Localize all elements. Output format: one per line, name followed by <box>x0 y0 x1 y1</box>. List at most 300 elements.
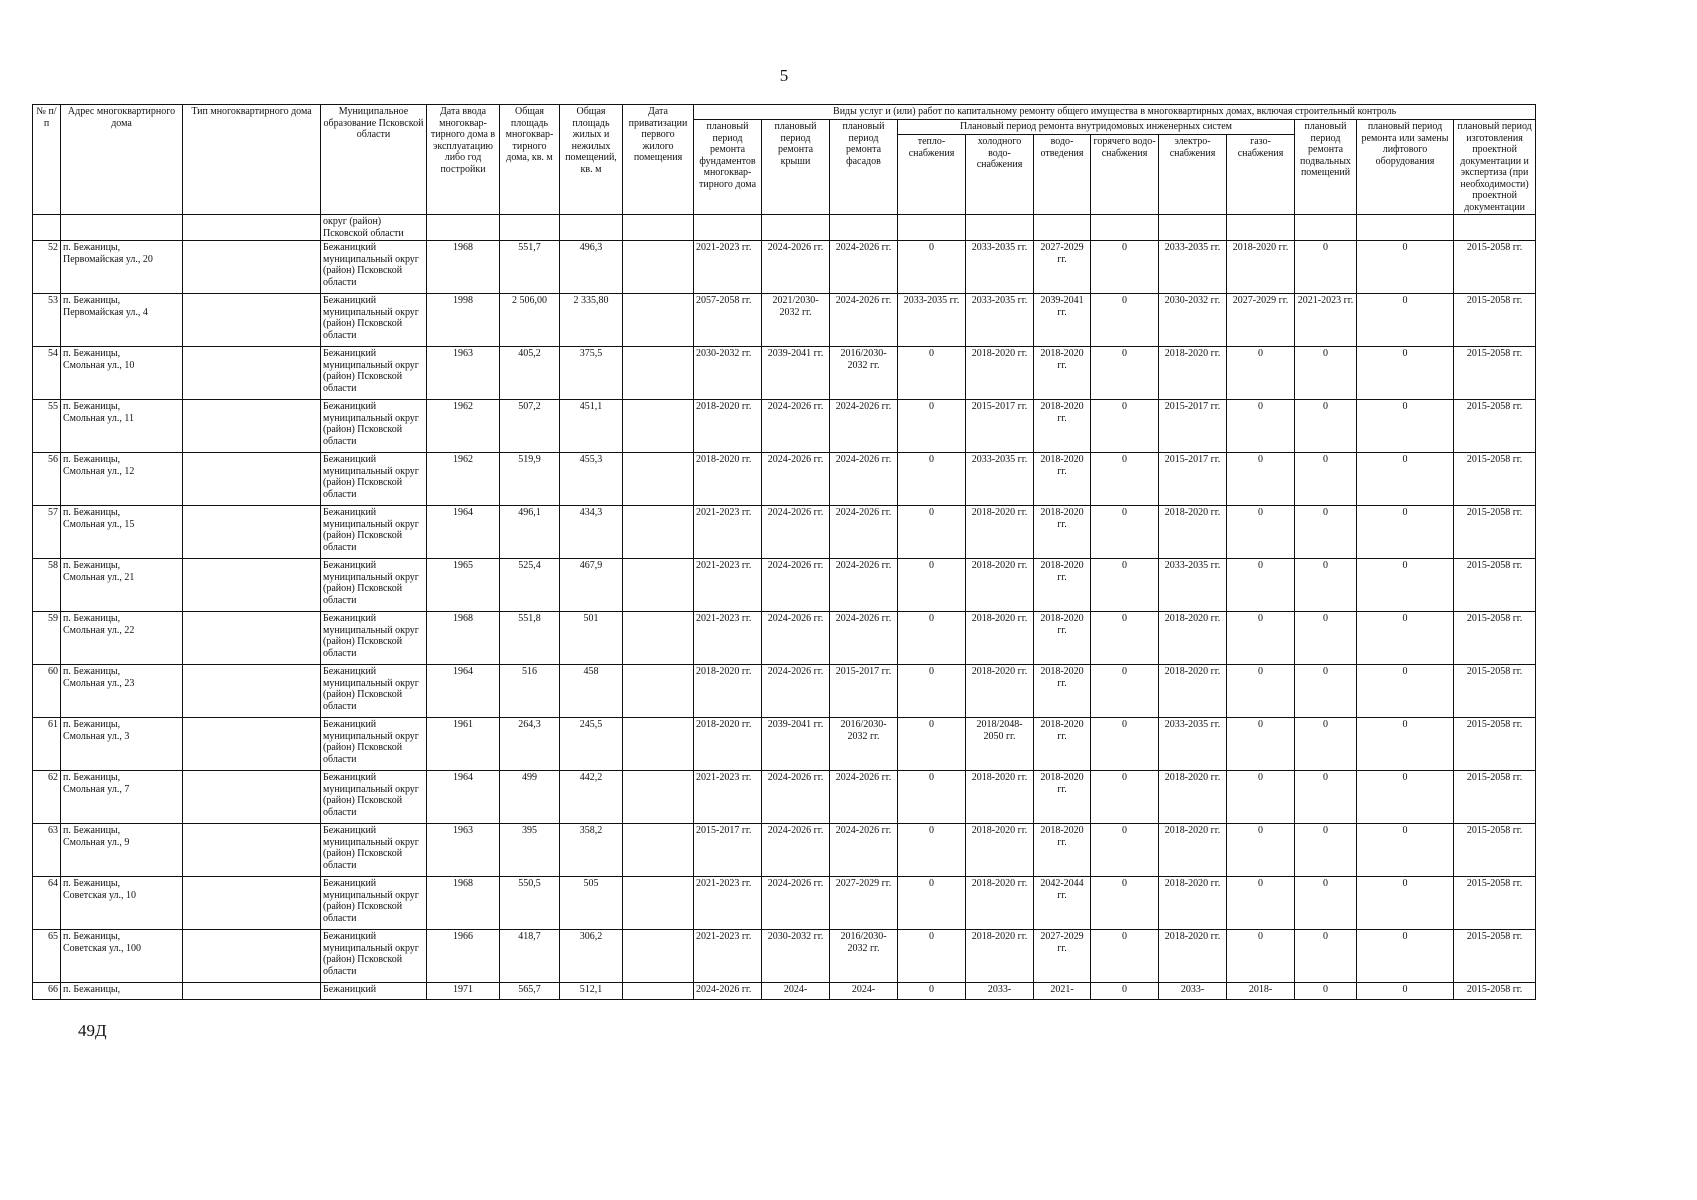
facade-cell: 2024-2026 гг. <box>830 241 898 294</box>
type-cell <box>183 718 321 771</box>
facade-cell: 2024-2026 гг. <box>830 294 898 347</box>
address-cell <box>61 294 183 347</box>
design-cell: 2015-2058 гг. <box>1454 453 1536 506</box>
design-cell: 2015-2058 гг. <box>1454 241 1536 294</box>
living-area-cell: 451,1 <box>560 400 623 453</box>
privatization-cell <box>623 559 694 612</box>
type-cell <box>183 824 321 877</box>
table-row <box>33 400 1536 453</box>
basement-cell: 0 <box>1295 347 1357 400</box>
design-cell: 2015-2058 гг. <box>1454 718 1536 771</box>
basement-cell: 0 <box>1295 453 1357 506</box>
address-settlement: п. Бежаницы, <box>63 878 121 889</box>
foundation-cell: 2021-2023 гг. <box>694 559 762 612</box>
address-street: Смольная ул., 15 <box>63 518 135 530</box>
facade-cell: 2015-2017 гг. <box>830 665 898 718</box>
address-cell <box>61 400 183 453</box>
num-cell: 56 <box>33 453 61 506</box>
privatization-cell <box>623 294 694 347</box>
table-row <box>33 930 1536 983</box>
foundation-cell: 2057-2058 гг. <box>694 294 762 347</box>
header-municipality: Муниципальное образование Псковской области <box>321 105 427 215</box>
foundation-cell: 2030-2032 гг. <box>694 347 762 400</box>
living-area-cell: 467,9 <box>560 559 623 612</box>
hot-water-cell: 0 <box>1091 453 1159 506</box>
num-cell: 64 <box>33 877 61 930</box>
header-year: Дата ввода многоквар-тирного дома в эксплуатацию либо год постройки <box>427 105 500 215</box>
cold-water-cell: 2015-2017 гг. <box>966 400 1034 453</box>
living-area-cell: 505 <box>560 877 623 930</box>
municipality-cell: Бежаницкий муниципальный округ (район) Псковской области <box>321 241 427 294</box>
cold-water-cell: 2018-2020 гг. <box>966 559 1034 612</box>
address-street: Смольная ул., 23 <box>63 677 135 689</box>
sewerage-cell: 2018-2020 гг. <box>1034 347 1091 400</box>
design-cell: 2015-2058 гг. <box>1454 824 1536 877</box>
privatization-cell <box>623 453 694 506</box>
cold-water-cell: 2018-2020 гг. <box>966 612 1034 665</box>
elevator-cell: 0 <box>1357 294 1454 347</box>
address-settlement: п. Бежаницы, <box>63 666 121 677</box>
roof-cell: 2039-2041 гг. <box>762 718 830 771</box>
header-sewerage: водо-отведения <box>1034 135 1091 215</box>
municipality-cell: округ (район) Псковской области <box>321 215 427 241</box>
sewerage-cell: 2021- <box>1034 983 1091 1000</box>
roof-cell: 2024-2026 гг. <box>762 506 830 559</box>
header-heating: тепло-снабжения <box>898 135 966 215</box>
header-facade: плановый период ремонта фасадов <box>830 120 898 215</box>
elevator-cell: 0 <box>1357 877 1454 930</box>
header-elevator: плановый период ремонта или замены лифтового оборудования <box>1357 120 1454 215</box>
basement-cell: 0 <box>1295 718 1357 771</box>
living-area-cell: 306,2 <box>560 930 623 983</box>
header-design: плановый период изготовления проектной документации и экспертиза (при необходимости) проектной документации <box>1454 120 1536 215</box>
heating-cell: 0 <box>898 665 966 718</box>
living-area-cell: 434,3 <box>560 506 623 559</box>
heating-cell: 0 <box>898 771 966 824</box>
year-cell: 1961 <box>427 718 500 771</box>
municipality-cell: Бежаницкий муниципальный округ (район) Псковской области <box>321 506 427 559</box>
electric-cell: 2033-2035 гг. <box>1159 241 1227 294</box>
address-cell <box>61 453 183 506</box>
foundation-cell: 2018-2020 гг. <box>694 453 762 506</box>
num-cell: 59 <box>33 612 61 665</box>
total-area-cell: 418,7 <box>500 930 560 983</box>
cold-water-cell: 2018-2020 гг. <box>966 665 1034 718</box>
foundation-cell: 2021-2023 гг. <box>694 771 762 824</box>
header-living-area: Общая площадь жилых и нежилых помещений, кв. м <box>560 105 623 215</box>
living-area-cell: 375,5 <box>560 347 623 400</box>
cold-water-cell: 2018/2048-2050 гг. <box>966 718 1034 771</box>
basement-cell: 0 <box>1295 824 1357 877</box>
header-works-group: Виды услуг и (или) работ по капитальному ремонту общего имущества в многоквартирных домах, включая строительный контроль <box>694 105 1536 120</box>
type-cell <box>183 877 321 930</box>
living-area-cell: 245,5 <box>560 718 623 771</box>
sewerage-cell: 2018-2020 гг. <box>1034 665 1091 718</box>
living-area-cell: 512,1 <box>560 983 623 1000</box>
privatization-cell <box>623 347 694 400</box>
hot-water-cell: 0 <box>1091 294 1159 347</box>
foundation-cell: 2021-2023 гг. <box>694 877 762 930</box>
living-area-cell: 358,2 <box>560 824 623 877</box>
address-cell <box>61 665 183 718</box>
foundation-cell: 2021-2023 гг. <box>694 612 762 665</box>
sewerage-cell: 2018-2020 гг. <box>1034 771 1091 824</box>
total-area-cell: 519,9 <box>500 453 560 506</box>
basement-cell: 0 <box>1295 400 1357 453</box>
heating-cell: 0 <box>898 930 966 983</box>
table-row <box>33 718 1536 771</box>
num-cell: 53 <box>33 294 61 347</box>
living-area-cell: 458 <box>560 665 623 718</box>
gas-cell: 0 <box>1227 930 1295 983</box>
table-row <box>33 983 1536 1000</box>
address-street: Первомайская ул., 4 <box>63 306 148 318</box>
year-cell: 1971 <box>427 983 500 1000</box>
gas-cell: 2027-2029 гг. <box>1227 294 1295 347</box>
privatization-cell <box>623 241 694 294</box>
hot-water-cell: 0 <box>1091 665 1159 718</box>
sewerage-cell: 2018-2020 гг. <box>1034 453 1091 506</box>
type-cell <box>183 771 321 824</box>
total-area-cell: 405,2 <box>500 347 560 400</box>
address-street: Смольная ул., 12 <box>63 465 135 477</box>
header-roof: плановый период ремонта крыши <box>762 120 830 215</box>
basement-cell: 0 <box>1295 983 1357 1000</box>
facade-cell: 2024-2026 гг. <box>830 771 898 824</box>
heating-cell: 0 <box>898 612 966 665</box>
address-settlement: п. Бежаницы, <box>63 560 121 571</box>
heating-cell: 0 <box>898 400 966 453</box>
num-cell: 57 <box>33 506 61 559</box>
privatization-cell <box>623 612 694 665</box>
continuation-row <box>33 215 1536 241</box>
privatization-cell <box>623 718 694 771</box>
foundation-cell: 2021-2023 гг. <box>694 241 762 294</box>
table-row <box>33 347 1536 400</box>
address-cell <box>61 824 183 877</box>
cold-water-cell: 2018-2020 гг. <box>966 347 1034 400</box>
total-area-cell: 516 <box>500 665 560 718</box>
hot-water-cell: 0 <box>1091 983 1159 1000</box>
address-cell <box>61 559 183 612</box>
heating-cell: 0 <box>898 877 966 930</box>
cold-water-cell: 2018-2020 гг. <box>966 930 1034 983</box>
elevator-cell: 0 <box>1357 241 1454 294</box>
heating-cell: 0 <box>898 559 966 612</box>
sewerage-cell: 2018-2020 гг. <box>1034 506 1091 559</box>
num-cell: 54 <box>33 347 61 400</box>
hot-water-cell: 0 <box>1091 612 1159 665</box>
elevator-cell: 0 <box>1357 824 1454 877</box>
total-area-cell: 395 <box>500 824 560 877</box>
type-cell <box>183 453 321 506</box>
cold-water-cell: 2033- <box>966 983 1034 1000</box>
gas-cell: 0 <box>1227 718 1295 771</box>
design-cell: 2015-2058 гг. <box>1454 559 1536 612</box>
address-street: Смольная ул., 9 <box>63 836 130 848</box>
year-cell: 1962 <box>427 400 500 453</box>
address-street: Советская ул., 10 <box>63 889 136 901</box>
address-cell <box>61 771 183 824</box>
header-systems-group: Плановый период ремонта внутридомовых инженерных систем <box>898 120 1295 135</box>
facade-cell: 2024- <box>830 983 898 1000</box>
address-settlement: п. Бежаницы, <box>63 348 121 359</box>
electric-cell: 2033- <box>1159 983 1227 1000</box>
electric-cell: 2015-2017 гг. <box>1159 453 1227 506</box>
design-cell: 2015-2058 гг. <box>1454 506 1536 559</box>
table-row <box>33 241 1536 294</box>
hot-water-cell: 0 <box>1091 347 1159 400</box>
heating-cell: 0 <box>898 241 966 294</box>
num-cell: 62 <box>33 771 61 824</box>
facade-cell: 2024-2026 гг. <box>830 824 898 877</box>
basement-cell: 0 <box>1295 241 1357 294</box>
document-code: 49Д <box>78 1021 107 1040</box>
year-cell: 1968 <box>427 612 500 665</box>
header-basement: плановый период ремонта подвальных помещений <box>1295 120 1357 215</box>
privatization-cell <box>623 824 694 877</box>
foundation-cell: 2018-2020 гг. <box>694 400 762 453</box>
privatization-cell <box>623 771 694 824</box>
elevator-cell: 0 <box>1357 771 1454 824</box>
gas-cell: 0 <box>1227 559 1295 612</box>
address-cell <box>61 612 183 665</box>
header-cold-water: холодного водо-снабжения <box>966 135 1034 215</box>
address-settlement: п. Бежаницы, <box>63 454 121 465</box>
hot-water-cell: 0 <box>1091 506 1159 559</box>
facade-cell: 2024-2026 гг. <box>830 453 898 506</box>
electric-cell: 2018-2020 гг. <box>1159 930 1227 983</box>
total-area-cell: 264,3 <box>500 718 560 771</box>
num-cell: 66 <box>33 983 61 1000</box>
cold-water-cell: 2018-2020 гг. <box>966 824 1034 877</box>
sewerage-cell: 2039-2041 гг. <box>1034 294 1091 347</box>
privatization-cell <box>623 665 694 718</box>
address-cell <box>61 241 183 294</box>
gas-cell: 0 <box>1227 771 1295 824</box>
header-privatization: Дата приватизации первого жилого помещения <box>623 105 694 215</box>
header-total-area: Общая площадь многоквар-тирного дома, кв. м <box>500 105 560 215</box>
table-row <box>33 612 1536 665</box>
municipality-cell: Бежаницкий муниципальный округ (район) Псковской области <box>321 877 427 930</box>
elevator-cell: 0 <box>1357 983 1454 1000</box>
table-row <box>33 453 1536 506</box>
year-cell: 1962 <box>427 453 500 506</box>
sewerage-cell: 2027-2029 гг. <box>1034 241 1091 294</box>
municipality-cell: Бежаницкий муниципальный округ (район) Псковской области <box>321 930 427 983</box>
municipality-cell: Бежаницкий муниципальный округ (район) Псковской области <box>321 718 427 771</box>
roof-cell: 2024-2026 гг. <box>762 824 830 877</box>
header-gas: газо-снабжения <box>1227 135 1295 215</box>
sewerage-cell: 2027-2029 гг. <box>1034 930 1091 983</box>
roof-cell: 2024-2026 гг. <box>762 612 830 665</box>
hot-water-cell: 0 <box>1091 718 1159 771</box>
heating-cell: 0 <box>898 983 966 1000</box>
address-street: Смольная ул., 7 <box>63 783 130 795</box>
roof-cell: 2024-2026 гг. <box>762 241 830 294</box>
sewerage-cell: 2018-2020 гг. <box>1034 559 1091 612</box>
sewerage-cell: 2018-2020 гг. <box>1034 612 1091 665</box>
foundation-cell: 2015-2017 гг. <box>694 824 762 877</box>
basement-cell: 0 <box>1295 506 1357 559</box>
hot-water-cell: 0 <box>1091 400 1159 453</box>
municipality-cell: Бежаницкий муниципальный округ (район) Псковской области <box>321 294 427 347</box>
total-area-cell: 551,7 <box>500 241 560 294</box>
type-cell <box>183 665 321 718</box>
municipality-cell: Бежаницкий муниципальный округ (район) Псковской области <box>321 400 427 453</box>
address-settlement: п. Бежаницы, <box>63 825 121 836</box>
design-cell: 2015-2058 гг. <box>1454 347 1536 400</box>
gas-cell: 0 <box>1227 506 1295 559</box>
address-cell <box>61 983 183 1000</box>
roof-cell: 2024-2026 гг. <box>762 665 830 718</box>
basement-cell: 2021-2023 гг. <box>1295 294 1357 347</box>
sewerage-cell: 2018-2020 гг. <box>1034 824 1091 877</box>
table-row <box>33 506 1536 559</box>
cold-water-cell: 2033-2035 гг. <box>966 241 1034 294</box>
table-row <box>33 771 1536 824</box>
design-cell: 2015-2058 гг. <box>1454 400 1536 453</box>
address-settlement: п. Бежаницы, <box>63 401 121 412</box>
year-cell: 1965 <box>427 559 500 612</box>
hot-water-cell: 0 <box>1091 930 1159 983</box>
basement-cell: 0 <box>1295 559 1357 612</box>
header-num: № п/п <box>33 105 61 215</box>
table-row <box>33 559 1536 612</box>
electric-cell: 2018-2020 гг. <box>1159 877 1227 930</box>
address-cell <box>61 347 183 400</box>
elevator-cell: 0 <box>1357 930 1454 983</box>
foundation-cell: 2021-2023 гг. <box>694 506 762 559</box>
electric-cell: 2018-2020 гг. <box>1159 506 1227 559</box>
address-settlement: п. Бежаницы, <box>63 295 121 306</box>
gas-cell: 0 <box>1227 877 1295 930</box>
total-area-cell: 551,8 <box>500 612 560 665</box>
roof-cell: 2024-2026 гг. <box>762 771 830 824</box>
address-settlement: п. Бежаницы, <box>63 507 121 518</box>
elevator-cell: 0 <box>1357 506 1454 559</box>
facade-cell: 2024-2026 гг. <box>830 400 898 453</box>
header-hot-water: горячего водо-снабжения <box>1091 135 1159 215</box>
type-cell <box>183 400 321 453</box>
sewerage-cell: 2042-2044 гг. <box>1034 877 1091 930</box>
gas-cell: 0 <box>1227 347 1295 400</box>
num-cell: 58 <box>33 559 61 612</box>
year-cell: 1966 <box>427 930 500 983</box>
design-cell: 2015-2058 гг. <box>1454 877 1536 930</box>
address-cell <box>61 718 183 771</box>
table-row <box>33 877 1536 930</box>
facade-cell: 2016/2030-2032 гг. <box>830 930 898 983</box>
hot-water-cell: 0 <box>1091 559 1159 612</box>
cold-water-cell: 2018-2020 гг. <box>966 877 1034 930</box>
heating-cell: 2033-2035 гг. <box>898 294 966 347</box>
facade-cell: 2024-2026 гг. <box>830 612 898 665</box>
municipality-cell: Бежаницкий муниципальный округ (район) Псковской области <box>321 559 427 612</box>
year-cell: 1998 <box>427 294 500 347</box>
electric-cell: 2030-2032 гг. <box>1159 294 1227 347</box>
municipality-cell: Бежаницкий <box>321 983 427 1000</box>
table-row <box>33 294 1536 347</box>
electric-cell: 2018-2020 гг. <box>1159 612 1227 665</box>
electric-cell: 2033-2035 гг. <box>1159 559 1227 612</box>
num-cell: 52 <box>33 241 61 294</box>
foundation-cell: 2018-2020 гг. <box>694 718 762 771</box>
address-cell <box>61 930 183 983</box>
basement-cell: 0 <box>1295 665 1357 718</box>
design-cell: 2015-2058 гг. <box>1454 294 1536 347</box>
year-cell: 1968 <box>427 241 500 294</box>
address-street: Советская ул., 100 <box>63 942 141 954</box>
address-street: Смольная ул., 22 <box>63 624 135 636</box>
gas-cell: 0 <box>1227 612 1295 665</box>
roof-cell: 2024-2026 гг. <box>762 400 830 453</box>
heating-cell: 0 <box>898 824 966 877</box>
electric-cell: 2015-2017 гг. <box>1159 400 1227 453</box>
gas-cell: 2018- <box>1227 983 1295 1000</box>
hot-water-cell: 0 <box>1091 771 1159 824</box>
year-cell: 1968 <box>427 877 500 930</box>
page-number: 5 <box>779 66 789 85</box>
roof-cell: 2024-2026 гг. <box>762 877 830 930</box>
year-cell: 1964 <box>427 771 500 824</box>
electric-cell: 2018-2020 гг. <box>1159 347 1227 400</box>
heating-cell: 0 <box>898 453 966 506</box>
roof-cell: 2024-2026 гг. <box>762 559 830 612</box>
hot-water-cell: 0 <box>1091 877 1159 930</box>
type-cell <box>183 347 321 400</box>
facade-cell: 2024-2026 гг. <box>830 506 898 559</box>
municipality-cell: Бежаницкий муниципальный округ (район) Псковской области <box>321 771 427 824</box>
address-settlement: п. Бежаницы, <box>63 984 121 995</box>
heating-cell: 0 <box>898 718 966 771</box>
address-street: Первомайская ул., 20 <box>63 253 153 265</box>
foundation-cell: 2018-2020 гг. <box>694 665 762 718</box>
type-cell <box>183 983 321 1000</box>
type-cell <box>183 294 321 347</box>
header-address: Адрес многоквартирного дома <box>61 105 183 215</box>
type-cell <box>183 612 321 665</box>
num-cell: 60 <box>33 665 61 718</box>
cold-water-cell: 2018-2020 гг. <box>966 506 1034 559</box>
hot-water-cell: 0 <box>1091 241 1159 294</box>
gas-cell: 0 <box>1227 400 1295 453</box>
total-area-cell: 2 506,00 <box>500 294 560 347</box>
living-area-cell: 455,3 <box>560 453 623 506</box>
privatization-cell <box>623 400 694 453</box>
electric-cell: 2033-2035 гг. <box>1159 718 1227 771</box>
total-area-cell: 565,7 <box>500 983 560 1000</box>
roof-cell: 2024-2026 гг. <box>762 453 830 506</box>
privatization-cell <box>623 877 694 930</box>
design-cell: 2015-2058 гг. <box>1454 612 1536 665</box>
table-row <box>33 665 1536 718</box>
facade-cell: 2016/2030-2032 гг. <box>830 718 898 771</box>
privatization-cell <box>623 506 694 559</box>
roof-cell: 2030-2032 гг. <box>762 930 830 983</box>
num-cell: 61 <box>33 718 61 771</box>
header-foundation: плановый период ремонта фундаментов многоквар-тирного дома <box>694 120 762 215</box>
roof-cell: 2021/2030-2032 гг. <box>762 294 830 347</box>
facade-cell: 2016/2030-2032 гг. <box>830 347 898 400</box>
basement-cell: 0 <box>1295 612 1357 665</box>
total-area-cell: 496,1 <box>500 506 560 559</box>
design-cell: 2015-2058 гг. <box>1454 771 1536 824</box>
address-settlement: п. Бежаницы, <box>63 931 121 942</box>
type-cell <box>183 241 321 294</box>
cold-water-cell: 2033-2035 гг. <box>966 453 1034 506</box>
gas-cell: 0 <box>1227 665 1295 718</box>
